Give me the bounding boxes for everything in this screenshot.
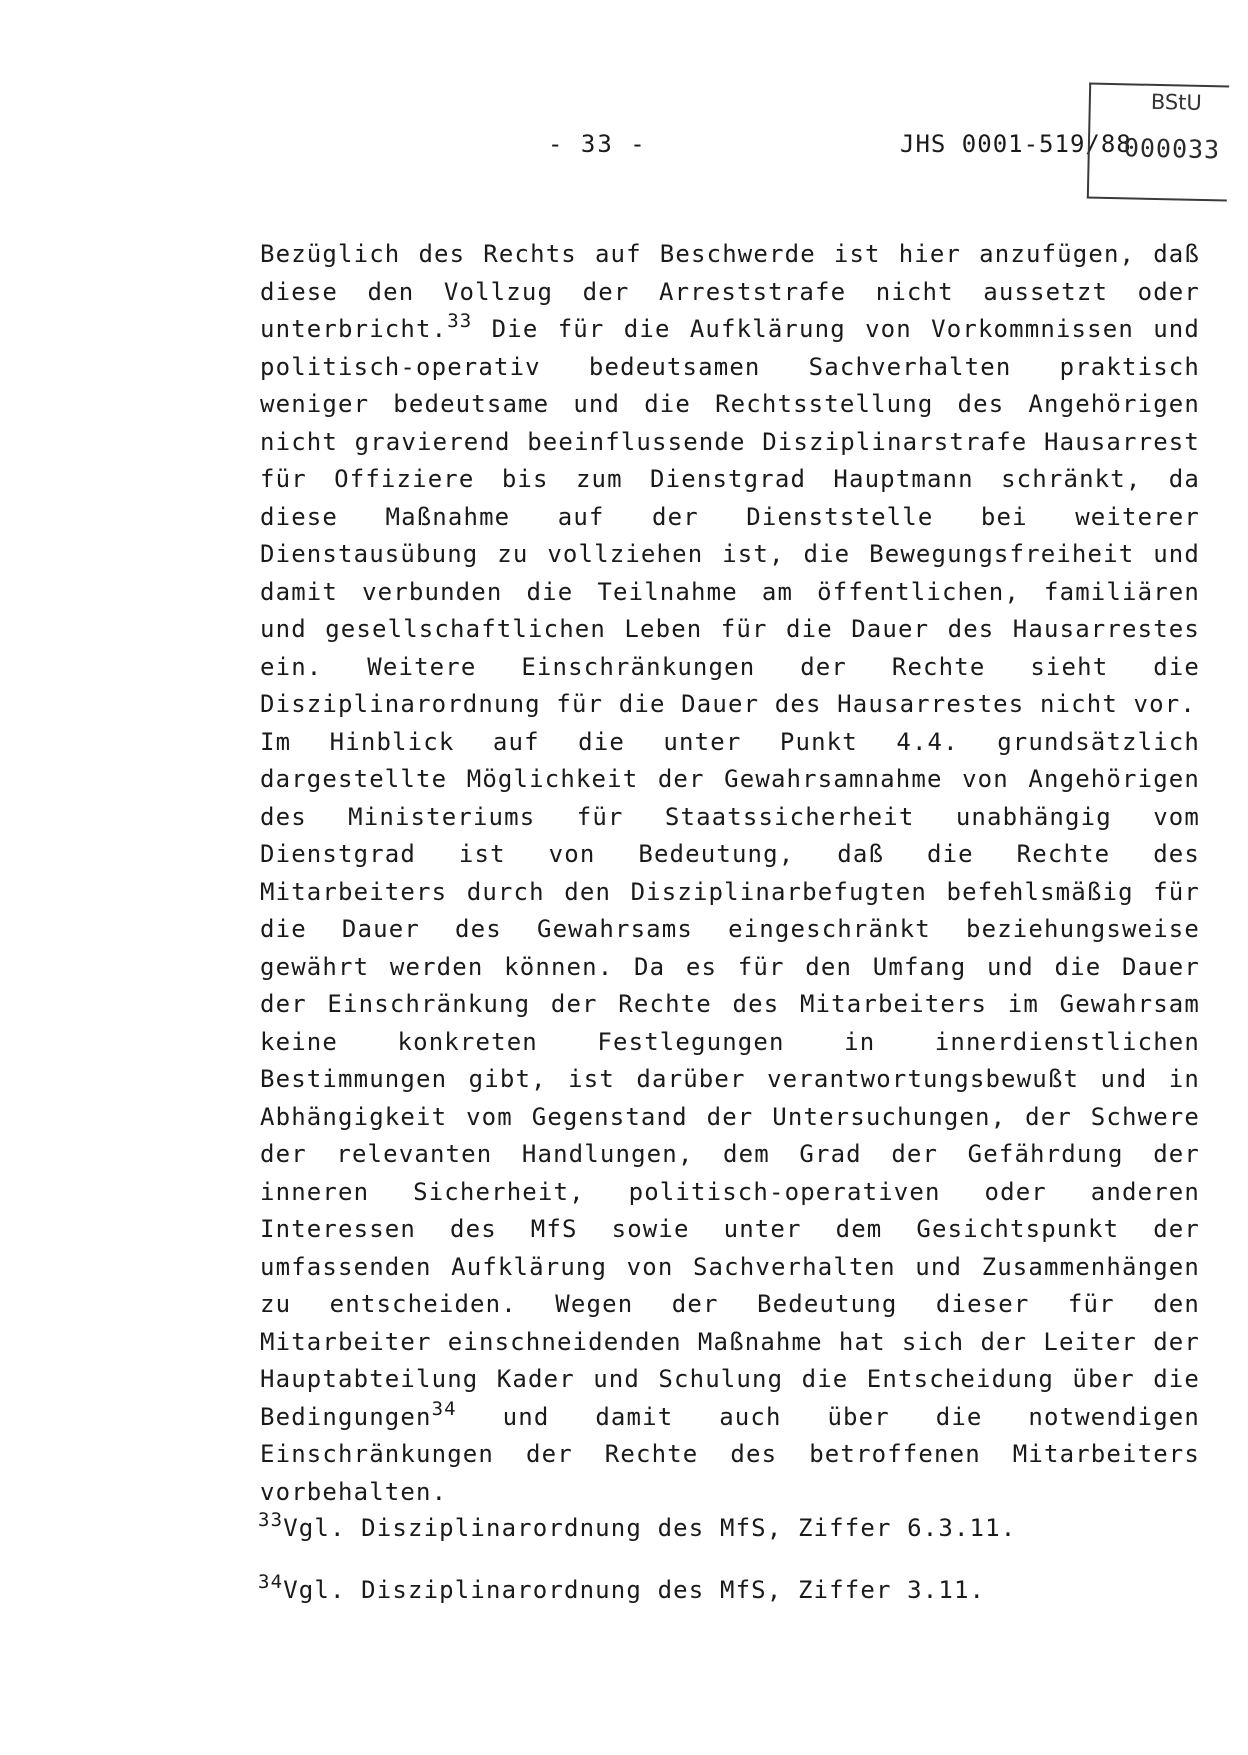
footnote-text: Vgl. Disziplinarordnung des MfS, Ziffer 6.3.11.	[283, 1514, 1017, 1542]
footnote-text: Vgl. Disziplinarordnung des MfS, Ziffer 3.11.	[283, 1576, 986, 1604]
footnote-reference: 34	[431, 1397, 457, 1420]
footnote-number: 34	[258, 1571, 284, 1593]
page-number: - 33 -	[548, 130, 647, 158]
paragraph-text: und damit auch über die notwendigen Einschränkungen der Rechte des betroffenen Mitarbeiters vorbehalten.	[260, 1402, 1200, 1506]
paragraph	[260, 724, 1200, 1512]
archive-stamp	[1087, 83, 1229, 202]
stamp-label: BStU	[1150, 89, 1203, 115]
footnotes	[258, 1508, 1016, 1632]
footnote	[258, 1508, 1016, 1570]
footnote	[258, 1570, 1016, 1632]
footnote-number: 33	[258, 1509, 284, 1531]
footnote-reference: 33	[447, 310, 473, 332]
paragraph	[260, 236, 1200, 724]
body-text	[260, 236, 1200, 1511]
document-reference: JHS 0001-519/88	[900, 130, 1132, 158]
paragraph-text: Im Hinblick auf die unter Punkt 4.4. grundsätzlich dargestellte Möglichkeit der Gewahrsamnahme von Angehörigen des Ministeriums für Staatssicherheit unabhängig vom Dienstgrad ist von Bedeutung, daß die Rechte des Mitarbeiters durch den Disziplinarbefugten befehlsmäßig für die Dauer des Gewahrsams eingeschränkt beziehungsweise gewährt werden können. Da es für den Umfang und die Dauer der Einschränkung der Rechte des Mitarbeiters im Gewahrsam keine konkreten Festlegungen in innerdienstlichen Bestimmungen gibt, ist darüber verantwortungsbewußt und in Abhängigkeit vom Gegenstand der Untersuchungen, der Schwere der relevanten Handlungen, dem Grad der Gefährdung der inneren Sicherheit, politisch-operativen oder anderen Interessen des MfS sowie unter dem Gesichtspunkt der umfassenden Aufklärung von Sachverhalten und Zusammenhängen zu entscheiden. Wegen der Bedeutung dieser für den Mitarbeiter einschneidenden Maßnahme hat sich der Leiter der Hauptabteilung Kader und Schulung die Entscheidung über die Bedingungen	[260, 727, 1200, 1431]
paragraph-text: Bezüglich des Rechts auf Beschwerde ist hier anzufügen, daß diese den Vollzug der Arreststrafe nicht aussetzt oder unterbricht.	[260, 240, 1200, 343]
paragraph-text: Die für die Aufklärung von Vorkommnissen und politisch-operativ bedeutsamen Sachverhalten praktisch weniger bedeutsame und die Rechtsstellung des Angehörigen nicht gravierend beeinflussende Disziplinarstrafe Hausarrest für Offiziere bis zum Dienstgrad Hauptmann schränkt, da diese Maßnahme auf der Dienststelle bei weiterer Dienstausübung zu vollziehen ist, die Bewegungsfreiheit und damit verbunden die Teilnahme am öffentlichen, familiären und gesellschaftlichen Leben für die Dauer des Hausarrestes ein. Weitere Einschränkungen der Rechte sieht die Disziplinarordnung für die Dauer des Hausarrestes nicht vor.	[260, 315, 1200, 718]
stamp-number: 000033	[1123, 133, 1221, 165]
